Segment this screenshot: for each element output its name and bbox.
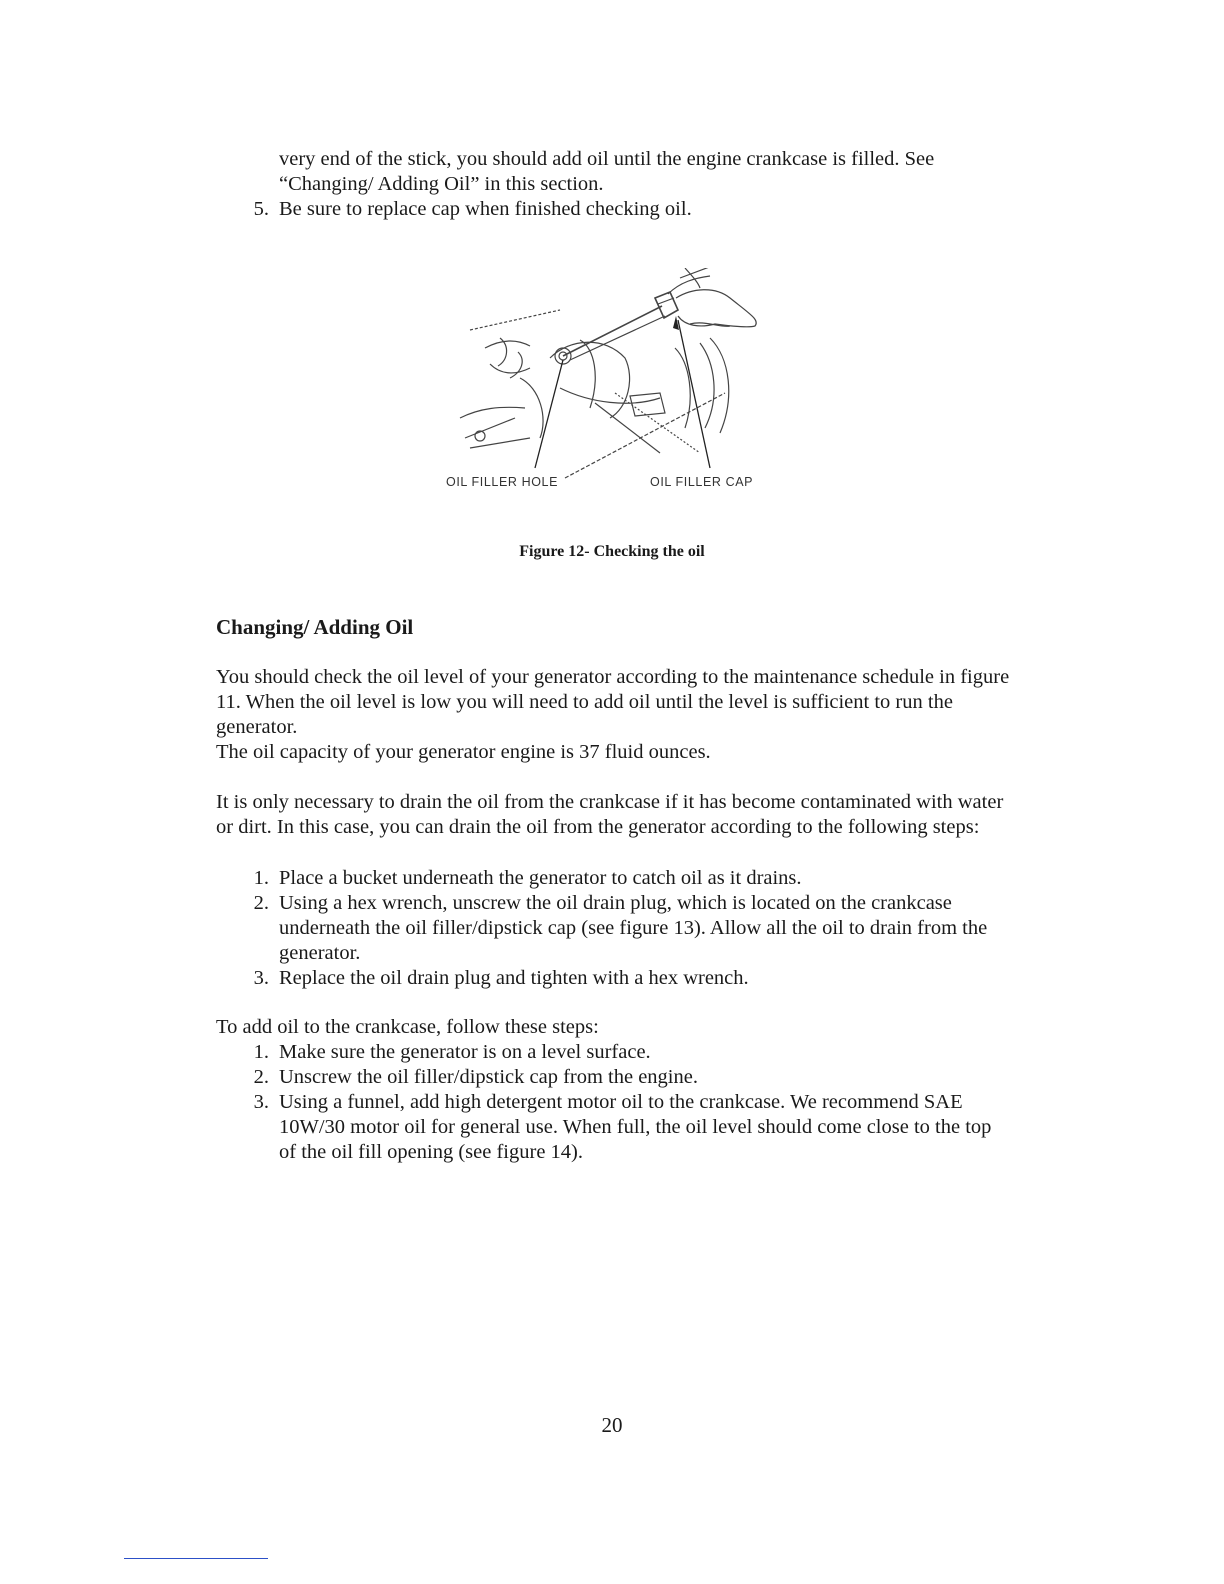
- list-item-text: Place a bucket underneath the generator to catch oil as it drains.: [279, 867, 802, 889]
- paragraph-drain-intro: It is only necessary to drain the oil from the crankcase if it has become contaminated with water or dirt. In this case, you can drain the oil from the generator according to the following steps:: [216, 791, 1004, 838]
- list-item-number: 2.: [253, 1066, 269, 1088]
- list-item-text: Using a hex wrench, unscrew the oil drain plug, which is located on the crankcase underneath the oil filler/dipstick cap (see figure 13). Allow all the oil to drain from the generator.: [279, 892, 988, 964]
- list-item: [253, 1090, 1009, 1165]
- list-item-text: Using a funnel, add high detergent motor oil to the crankcase. We recommend SAE 10W/30 motor oil for general use. When full, the oil level should come close to the top of the oil fill opening (see figure 14).: [279, 1091, 992, 1163]
- list-item-number: 3.: [253, 1091, 269, 1113]
- section-heading: Changing/ Adding Oil: [216, 615, 414, 639]
- list-item: [253, 966, 1009, 991]
- add-oil-steps-list: [253, 1040, 1009, 1165]
- list-item-text: Be sure to replace cap when finished checking oil.: [279, 198, 692, 220]
- engine-oil-illustration: [430, 268, 790, 498]
- list-item: [253, 197, 1009, 222]
- list-item: [253, 866, 1009, 891]
- list-item: [253, 1040, 1009, 1065]
- list-item-number: 1.: [253, 1041, 269, 1063]
- list-item-number: 2.: [253, 892, 269, 914]
- list-item-number: 5.: [253, 198, 269, 220]
- figure-caption: Figure 12- Checking the oil: [519, 543, 705, 560]
- paragraph-text: You should check the oil level of your generator according to the maintenance schedule in figure 11. When the oil level is low you will need to add oil until the level is sufficient to run the generator.: [216, 666, 1010, 738]
- figure-label-oil-filler-hole: OIL FILLER HOLE: [446, 475, 559, 489]
- page-number: 20: [601, 1413, 623, 1437]
- drain-steps-list: [253, 866, 1009, 991]
- list-item-text: Make sure the generator is on a level surface.: [279, 1041, 651, 1063]
- figure-checking-oil: [430, 268, 790, 498]
- list-item: [253, 1065, 1009, 1090]
- list-item-text: Replace the oil drain plug and tighten with a hex wrench.: [279, 967, 749, 989]
- list-item: [253, 891, 1009, 966]
- list-item-number: 1.: [253, 867, 269, 889]
- footnote-divider: [124, 1558, 268, 1559]
- continued-step-text: very end of the stick, you should add oil until the engine crankcase is filled. See “Changing/ Adding Oil” in this section.: [279, 148, 935, 195]
- list-item-number: 3.: [253, 967, 269, 989]
- paragraph-check-oil-level: [216, 665, 1016, 765]
- paragraph-add-oil-intro: To add oil to the crankcase, follow these steps:: [216, 1016, 599, 1038]
- list-item-text: Unscrew the oil filler/dipstick cap from the engine.: [279, 1066, 698, 1088]
- oil-capacity-text: The oil capacity of your generator engine is 37 fluid ounces.: [216, 741, 711, 763]
- step-list-check-oil: [253, 197, 1009, 222]
- figure-label-oil-filler-cap: OIL FILLER CAP: [650, 475, 754, 489]
